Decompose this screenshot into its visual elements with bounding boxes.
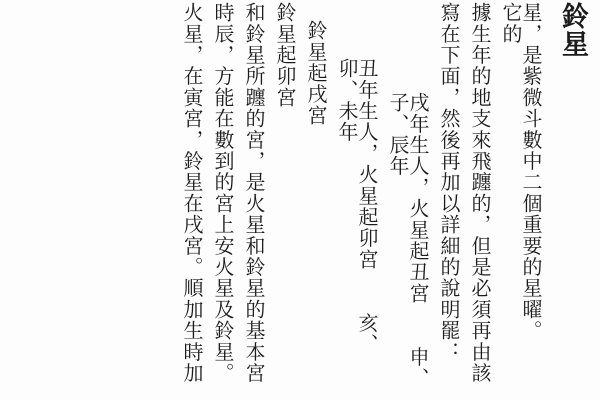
text-column-10: 火星，在寅宮，鈴星在戌宮。順加生時加: [180, 2, 204, 384]
text-column-9: 時辰，方能在數到的宮上安火星及鈴星。: [211, 2, 235, 384]
text-column-3: 寫在下面，然後再加以詳細的說明罷：: [437, 2, 461, 363]
text-column-5: 丑年生人，火星起卯宮 亥、卯、未年: [335, 58, 379, 355]
text-column-4: 戌年生人，火星起丑宮 申、子、辰年: [386, 92, 430, 389]
document-title: 鈴星: [557, 2, 588, 59]
text-column-1: 星，是紫微斗數中二個重要的星曜。它的: [499, 2, 543, 342]
text-column-7: 鈴星起卯宮: [273, 2, 297, 108]
text-column-6: 鈴星起戌宮: [304, 20, 328, 126]
text-column-8: 和鈴星所躔的宮，是火星和鈴星的基本宮: [242, 2, 266, 384]
text-column-2: 據生年的地支來飛躔的，但是必須再由該: [468, 2, 492, 384]
